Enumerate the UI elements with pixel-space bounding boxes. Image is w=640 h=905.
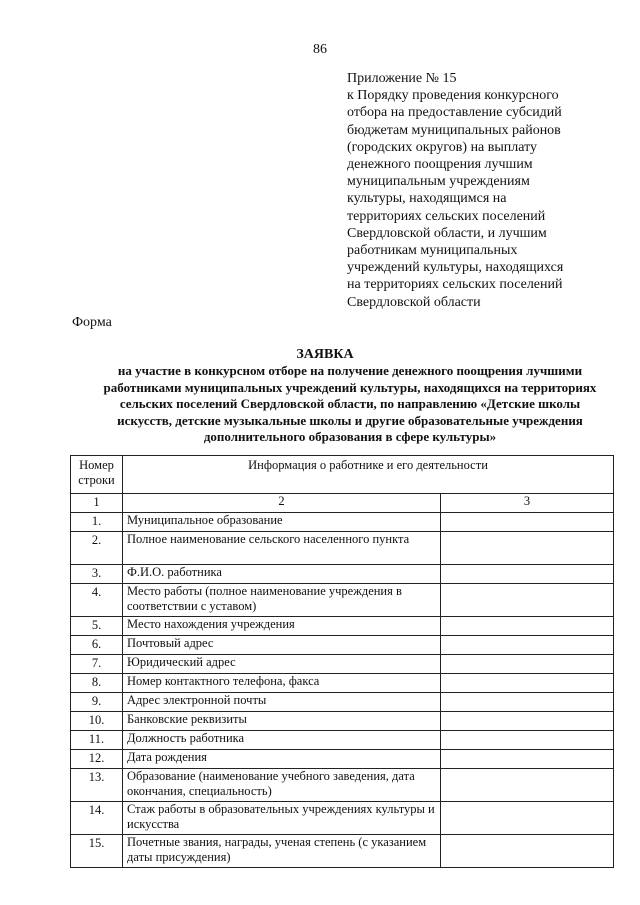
table-row xyxy=(71,712,614,731)
row-value-cell[interactable] xyxy=(441,655,614,674)
row-label: Муниципальное образование xyxy=(123,513,441,532)
table-row xyxy=(71,655,614,674)
table-row xyxy=(71,835,614,868)
header-row-number: Номер строки xyxy=(71,456,123,494)
appendix-line: бюджетам муниципальных районов xyxy=(347,122,561,138)
row-number: 14. xyxy=(71,802,123,835)
table-row xyxy=(71,802,614,835)
column-number: 1 xyxy=(71,494,123,513)
table-row xyxy=(71,513,614,532)
row-number: 10. xyxy=(71,712,123,731)
row-number: 9. xyxy=(71,693,123,712)
column-numbers-row xyxy=(71,494,614,513)
table-row xyxy=(71,532,614,565)
row-value-cell[interactable] xyxy=(441,835,614,868)
row-label: Банковские реквизиты xyxy=(123,712,441,731)
row-number: 5. xyxy=(71,617,123,636)
form-label: Форма xyxy=(72,315,112,330)
row-number: 11. xyxy=(71,731,123,750)
row-value-cell[interactable] xyxy=(441,693,614,712)
table-row xyxy=(71,750,614,769)
row-value-cell[interactable] xyxy=(441,674,614,693)
row-number: 15. xyxy=(71,835,123,868)
table-row xyxy=(71,769,614,802)
table-row xyxy=(71,674,614,693)
table-row xyxy=(71,731,614,750)
row-label: Дата рождения xyxy=(123,750,441,769)
row-number: 13. xyxy=(71,769,123,802)
row-label: Ф.И.О. работника xyxy=(123,565,441,584)
row-value-cell[interactable] xyxy=(441,750,614,769)
row-label: Образование (наименование учебного заведения, дата окончания, специальность) xyxy=(123,769,441,802)
row-label: Почтовый адрес xyxy=(123,636,441,655)
appendix-line: Свердловской области, и лучшим xyxy=(347,225,547,241)
appendix-line: муниципальным учреждениям xyxy=(347,174,530,190)
row-value-cell[interactable] xyxy=(441,565,614,584)
row-label: Полное наименование сельского населенного пункта xyxy=(123,532,441,565)
appendix-line: на территориях сельских поселений xyxy=(347,277,563,293)
appendix-line: отбора на предоставление субсидий xyxy=(347,105,562,121)
page-number: 86 xyxy=(313,42,327,57)
row-label: Номер контактного телефона, факса xyxy=(123,674,441,693)
application-table xyxy=(70,455,614,868)
row-number: 1. xyxy=(71,513,123,532)
row-number: 8. xyxy=(71,674,123,693)
appendix-line: Свердловской области xyxy=(347,294,481,310)
row-value-cell[interactable] xyxy=(441,802,614,835)
row-number: 7. xyxy=(71,655,123,674)
document-subtitle xyxy=(60,363,640,446)
subtitle-line: на участие в конкурсном отборе на получение денежного поощрения лучшими xyxy=(117,363,583,378)
row-value-cell[interactable] xyxy=(441,532,614,565)
appendix-line: культуры, находящимся на xyxy=(347,191,507,207)
row-value-cell[interactable] xyxy=(441,617,614,636)
row-value-cell[interactable] xyxy=(441,636,614,655)
appendix-line: Приложение № 15 xyxy=(347,71,457,86)
appendix-line: работникам муниципальных xyxy=(347,243,518,259)
subtitle-line: работниками муниципальных учреждений культуры, находящихся на территориях xyxy=(103,379,597,395)
row-number: 3. xyxy=(71,565,123,584)
appendix-line: учреждений культуры, находящихся xyxy=(347,260,564,276)
table-row xyxy=(71,636,614,655)
row-number: 4. xyxy=(71,584,123,617)
row-label: Место работы (полное наименование учреждения в соответствии с уставом) xyxy=(123,584,441,617)
column-number: 2 xyxy=(123,494,441,513)
row-number: 12. xyxy=(71,750,123,769)
row-label: Место нахождения учреждения xyxy=(123,617,441,636)
row-value-cell[interactable] xyxy=(441,769,614,802)
row-value-cell[interactable] xyxy=(441,513,614,532)
row-label: Юридический адрес xyxy=(123,655,441,674)
row-label: Стаж работы в образовательных учреждениях культуры и искусства xyxy=(123,802,441,835)
appendix-line: денежного поощрения лучшим xyxy=(347,157,533,173)
subtitle-line: дополнительного образования в сфере культуры» xyxy=(203,429,497,445)
table-row xyxy=(71,565,614,584)
appendix-block xyxy=(347,70,617,311)
row-value-cell[interactable] xyxy=(441,712,614,731)
appendix-line: (городских округов) на выплату xyxy=(347,139,538,155)
row-label: Должность работника xyxy=(123,731,441,750)
table-row xyxy=(71,617,614,636)
row-label: Почетные звания, награды, ученая степень (с указанием даты присуждения) xyxy=(123,835,441,868)
header-info: Информация о работнике и его деятельности xyxy=(123,456,614,494)
row-number: 6. xyxy=(71,636,123,655)
table-header-row xyxy=(71,456,614,494)
table-row xyxy=(71,693,614,712)
subtitle-line: искусств, детские музыкальные школы и другие образовательные учреждения xyxy=(117,412,583,428)
document-title: ЗАЯВКА xyxy=(296,347,354,362)
appendix-line: территориях сельских поселений xyxy=(347,208,546,224)
row-value-cell[interactable] xyxy=(441,584,614,617)
row-label: Адрес электронной почты xyxy=(123,693,441,712)
column-number: 3 xyxy=(441,494,614,513)
subtitle-line: сельских поселений Свердловской области, по направлению «Детские школы xyxy=(119,396,581,412)
appendix-line: к Порядку проведения конкурсного xyxy=(347,88,559,104)
row-number: 2. xyxy=(71,532,123,565)
table-row xyxy=(71,584,614,617)
row-value-cell[interactable] xyxy=(441,731,614,750)
